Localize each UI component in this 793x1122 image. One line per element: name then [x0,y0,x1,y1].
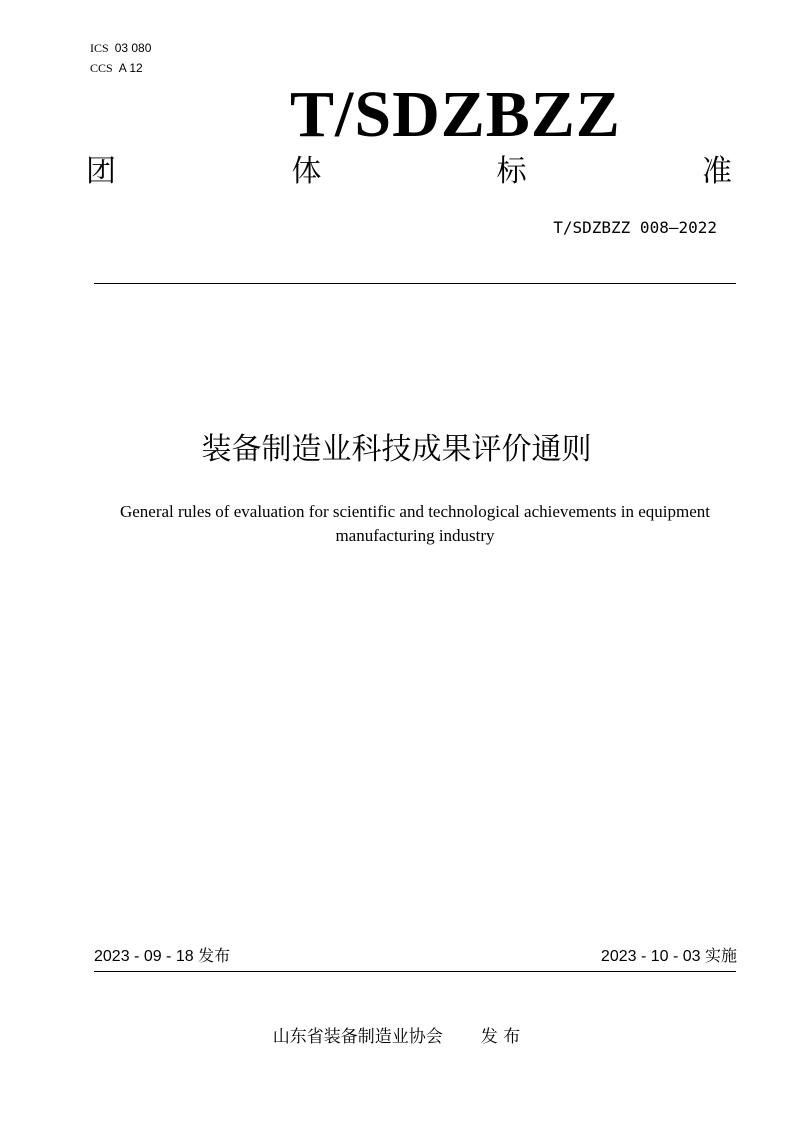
standard-type-heading [86,150,732,194]
standard-number: T/SDZBZZ 008—2022 [553,218,717,237]
ccs-row [90,58,151,78]
ics-label: ICS [90,41,109,55]
footer-divider [94,971,736,972]
publish-action: 发 布 [480,1027,521,1047]
standard-type-char: 体 [291,154,322,189]
standard-type-char: 准 [701,154,732,189]
header-divider [94,283,736,284]
document-title-english: General rules of evaluation for scientific and technological achievements in equipment manufacturing industry [119,502,711,545]
standard-logo: T/SDZBZZ [290,78,621,151]
publisher-line [0,1024,793,1050]
ics-value: 03 080 [114,41,152,55]
ccs-value: A 12 [118,61,143,75]
ccs-label: CCS [90,61,113,75]
classification-codes [90,38,151,78]
ics-row [90,38,151,58]
document-title-chinese: 装备制造业科技成果评价通则 [201,432,592,467]
publisher-name: 山东省装备制造业协会 [272,1027,443,1047]
implementation-date: 2023 - 10 - 03 实施 [600,948,737,965]
standard-type-char: 标 [496,154,527,189]
issue-date: 2023 - 09 - 18 发布 [94,948,231,965]
standard-type-char: 团 [86,154,116,189]
